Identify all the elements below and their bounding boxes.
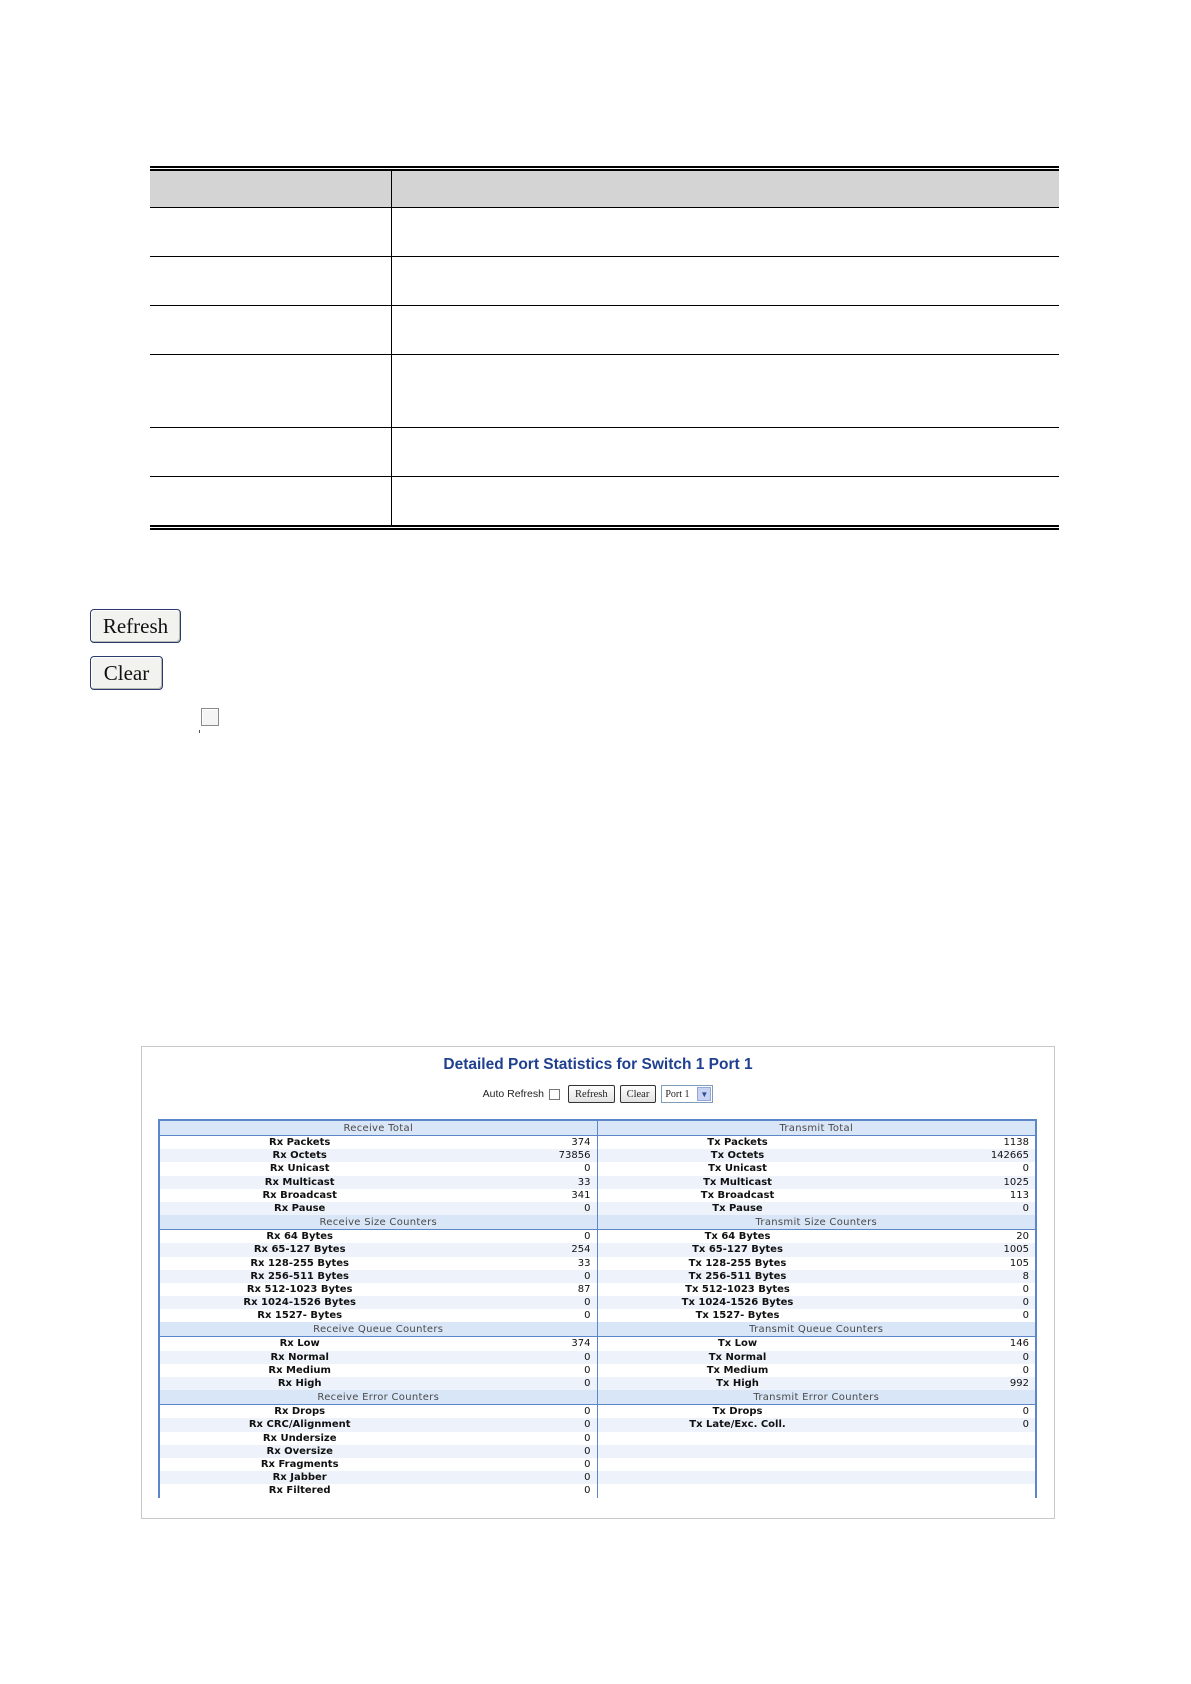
table-row <box>160 1471 1035 1484</box>
table-row <box>160 1351 1035 1364</box>
screenshot-title: Detailed Port Statistics for Switch 1 Port 1 <box>443 1056 753 1073</box>
counter-label: Tx Low <box>717 1338 758 1350</box>
counter-label: Tx Medium <box>706 1364 769 1376</box>
counter-value: 0 <box>584 1406 591 1418</box>
chevron-down-icon[interactable]: ▼ <box>697 1087 711 1101</box>
section-title-right: Transmit Size Counters <box>598 1215 1036 1230</box>
counter-value: 0 <box>1022 1283 1029 1295</box>
counter-value: 20 <box>1016 1231 1029 1243</box>
table-row <box>160 1176 1035 1189</box>
statistics-table <box>158 1119 1037 1498</box>
table-row <box>160 1296 1035 1309</box>
counter-value <box>878 1445 1036 1458</box>
table-row <box>160 1136 1035 1149</box>
counter-value: 992 <box>1009 1378 1029 1389</box>
counter-label <box>598 1471 878 1484</box>
counter-label: Tx Multicast <box>703 1176 772 1188</box>
table-row <box>160 1283 1035 1296</box>
counter-value: 1138 <box>1003 1137 1029 1148</box>
counter-label: Rx Packets <box>269 1137 331 1148</box>
counter-value: 0 <box>584 1202 591 1214</box>
counter-value: 0 <box>584 1458 591 1470</box>
counter-value: 8 <box>1022 1270 1029 1282</box>
counter-label: Rx 128-255 Bytes <box>250 1257 350 1269</box>
counter-label: Tx Packets <box>707 1137 768 1148</box>
counter-label <box>598 1458 878 1471</box>
counter-label: Rx Undersize <box>262 1432 337 1444</box>
screenshot-controls <box>142 1084 1054 1104</box>
counter-label: Tx 512-1023 Bytes <box>685 1283 790 1295</box>
counter-label: Rx Fragments <box>260 1458 339 1470</box>
counter-value: 142665 <box>990 1150 1029 1162</box>
counter-value: 87 <box>577 1283 591 1295</box>
counter-value: 0 <box>584 1419 591 1431</box>
param-row <box>150 477 1059 528</box>
section-title-left: Receive Size Counters <box>160 1215 598 1230</box>
counter-label: Rx 64 Bytes <box>266 1231 334 1243</box>
counter-label: Tx 1527- Bytes <box>695 1310 780 1322</box>
counter-label: Rx 256-511 Bytes <box>250 1270 350 1282</box>
counter-label: Tx 65-127 Bytes <box>692 1244 783 1256</box>
section-header <box>160 1390 1035 1405</box>
port-select-value: Port 1 <box>665 1088 690 1100</box>
parameter-table <box>150 166 1059 530</box>
table-row <box>160 1309 1035 1322</box>
counter-label <box>598 1445 878 1458</box>
counter-value: 0 <box>1022 1364 1029 1376</box>
counter-label <box>598 1432 878 1445</box>
counter-label: Tx 64 Bytes <box>704 1231 771 1243</box>
clear-button[interactable]: Clear <box>90 656 163 690</box>
auto-refresh-label: Auto Refresh <box>482 1088 544 1100</box>
counter-label: Tx High <box>716 1378 759 1389</box>
param-row <box>150 355 1059 428</box>
counter-value: 0 <box>584 1270 591 1282</box>
counter-label: Rx 65-127 Bytes <box>253 1244 346 1256</box>
table-row <box>160 1364 1035 1377</box>
counter-label: Tx 128-255 Bytes <box>688 1257 787 1269</box>
counter-value <box>878 1484 1036 1497</box>
table-row <box>160 1243 1035 1256</box>
counter-label: Tx Octets <box>710 1150 765 1162</box>
counter-value: 0 <box>584 1163 591 1175</box>
param-row <box>150 208 1059 257</box>
counter-value: 0 <box>584 1432 591 1444</box>
param-header-description <box>392 169 1060 208</box>
stray-mark <box>199 730 200 733</box>
counter-value: 0 <box>584 1472 591 1484</box>
counter-value: 105 <box>1009 1257 1029 1269</box>
counter-value: 0 <box>1022 1406 1029 1418</box>
counter-value: 0 <box>1022 1351 1029 1363</box>
counter-value <box>878 1458 1036 1471</box>
counter-label: Tx Unicast <box>708 1163 767 1175</box>
counter-value: 33 <box>577 1176 591 1188</box>
param-row <box>150 257 1059 306</box>
table-row <box>160 1162 1035 1175</box>
table-row <box>160 1418 1035 1431</box>
counter-value: 1005 <box>1003 1244 1029 1256</box>
table-row <box>160 1149 1035 1162</box>
counter-value: 374 <box>571 1338 591 1350</box>
counter-label: Tx 1024-1526 Bytes <box>681 1297 794 1309</box>
counter-value: 0 <box>584 1310 591 1322</box>
refresh-button[interactable]: Refresh <box>90 609 181 643</box>
param-row <box>150 428 1059 477</box>
counter-label: Rx Oversize <box>266 1445 333 1457</box>
counter-value: 0 <box>1022 1297 1029 1309</box>
section-title-left: Receive Error Counters <box>160 1390 598 1405</box>
section-header <box>160 1121 1035 1136</box>
refresh-button-mini[interactable]: Refresh <box>568 1085 615 1103</box>
table-row <box>160 1230 1035 1243</box>
table-row <box>160 1270 1035 1283</box>
section-header <box>160 1322 1035 1337</box>
counter-label: Rx 1527- Bytes <box>257 1310 343 1322</box>
counter-value: 73856 <box>558 1150 591 1162</box>
table-row <box>160 1189 1035 1202</box>
counter-value: 341 <box>571 1189 591 1201</box>
counter-label: Rx 1024-1526 Bytes <box>243 1297 356 1309</box>
counter-label: Rx Medium <box>268 1364 331 1376</box>
counter-value: 0 <box>1022 1419 1029 1431</box>
table-row <box>160 1432 1035 1445</box>
table-row <box>160 1458 1035 1471</box>
counter-label: Tx Broadcast <box>700 1189 775 1201</box>
counter-label: Tx 256-511 Bytes <box>688 1270 787 1282</box>
counter-label: Rx Multicast <box>264 1176 335 1188</box>
counter-label: Rx Unicast <box>269 1163 330 1175</box>
counter-label: Rx Broadcast <box>262 1189 337 1201</box>
counter-label: Tx Normal <box>708 1351 767 1363</box>
counter-label: Tx Late/Exc. Coll. <box>689 1419 786 1431</box>
counter-value <box>878 1471 1036 1484</box>
counter-label: Rx Octets <box>272 1150 327 1162</box>
counter-label: Tx Drops <box>712 1406 763 1418</box>
counter-label: Rx Normal <box>270 1351 329 1363</box>
clear-button-mini[interactable]: Clear <box>620 1085 657 1103</box>
counter-value: 0 <box>1022 1202 1029 1214</box>
table-row <box>160 1337 1035 1350</box>
section-title-right: Transmit Error Counters <box>598 1390 1036 1405</box>
section-title-left: Receive Queue Counters <box>160 1322 598 1337</box>
counter-value: 1025 <box>1003 1176 1029 1188</box>
counter-label: Tx Pause <box>712 1202 763 1214</box>
param-header-object <box>150 169 392 208</box>
section-title-left: Receive Total <box>160 1121 598 1136</box>
counter-value: 113 <box>1009 1189 1029 1201</box>
auto-refresh-checkbox-mini[interactable] <box>549 1089 560 1100</box>
counter-label <box>598 1484 878 1497</box>
counter-label: Rx Low <box>279 1338 320 1350</box>
table-row <box>160 1484 1035 1497</box>
counter-value: 33 <box>577 1257 591 1269</box>
param-table-header <box>150 169 1059 208</box>
table-row <box>160 1377 1035 1390</box>
counter-value: 0 <box>584 1364 591 1376</box>
counter-value: 374 <box>571 1137 591 1148</box>
counter-value <box>878 1432 1036 1445</box>
counter-value: 0 <box>584 1378 591 1389</box>
port-select[interactable] <box>661 1085 713 1103</box>
counter-label: Rx Pause <box>274 1202 326 1214</box>
auto-refresh-checkbox[interactable] <box>201 708 219 726</box>
table-row <box>160 1257 1035 1270</box>
table-row <box>160 1445 1035 1458</box>
counter-value: 254 <box>571 1244 591 1256</box>
counter-label: Rx 512-1023 Bytes <box>246 1283 353 1295</box>
table-row <box>160 1202 1035 1215</box>
param-row <box>150 306 1059 355</box>
counter-value: 0 <box>584 1231 591 1243</box>
counter-value: 0 <box>584 1297 591 1309</box>
section-title-right: Transmit Total <box>598 1121 1036 1136</box>
counter-value: 0 <box>584 1445 591 1457</box>
counter-value: 146 <box>1009 1338 1029 1350</box>
counter-value: 0 <box>1022 1310 1029 1322</box>
counter-label: Rx Drops <box>274 1406 326 1418</box>
port-statistics-screenshot <box>141 1046 1055 1519</box>
counter-label: Rx High <box>277 1378 322 1389</box>
section-title-right: Transmit Queue Counters <box>598 1322 1036 1337</box>
section-header <box>160 1215 1035 1230</box>
counter-label: Rx Filtered <box>268 1485 331 1497</box>
table-row <box>160 1405 1035 1418</box>
counter-value: 0 <box>584 1351 591 1363</box>
counter-label: Rx CRC/Alignment <box>248 1419 351 1431</box>
counter-value: 0 <box>584 1485 591 1497</box>
counter-value: 0 <box>1022 1163 1029 1175</box>
counter-label: Rx Jabber <box>272 1472 327 1484</box>
